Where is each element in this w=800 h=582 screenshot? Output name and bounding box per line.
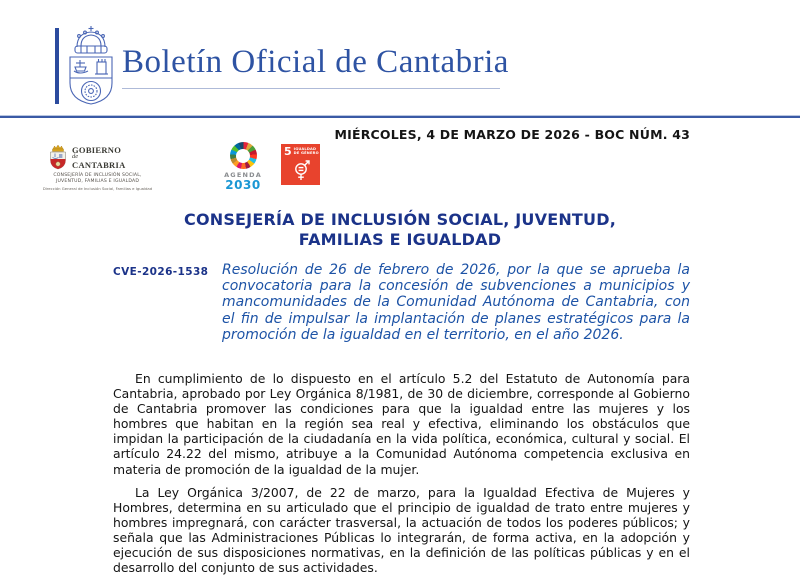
gov-department-line2: JUVENTUD, FAMILIAS E IGUALDAD	[55, 179, 140, 185]
sdg5-label-line1: IGUALDAD	[293, 147, 317, 151]
department-heading-line1: CONSEJERÍA DE INCLUSIÓN SOCIAL, JUVENTUD,	[184, 210, 616, 229]
government-logo-block	[40, 144, 155, 191]
gender-equality-symbol-icon	[291, 158, 313, 182]
cantabria-government-shield-icon	[48, 144, 68, 171]
title-underline	[122, 88, 500, 89]
agenda-word: AGENDA	[224, 171, 262, 179]
paragraph-1: En cumplimiento de lo dispuesto en el artículo 5.2 del Estatuto de Autonomía para Cantabria, aprobado por Ley Orgánica 8/1981, de 30 de diciembre, corresponde al Gobierno de Cantabria promover las condiciones para que la igualdad entre las mujeres y los hombres que habitan en la región sea real y efectiva, eliminando los obstáculos que impidan la participación de la ciudadanía en la vida política, económica, cultural y social. El artículo 24.22 del mismo, atribuye a la Comunidad Autónoma competencia exclusiva en materia de promoción de la igualdad de la mujer.	[113, 371, 690, 477]
gov-name-line3: CANTABRIA	[72, 159, 126, 170]
banner-vertical-bar	[55, 28, 59, 104]
issue-date-line: MIÉRCOLES, 4 DE MARZO DE 2026 - BOC NÚM. 43	[334, 127, 690, 142]
agenda-2030-logo	[222, 142, 264, 191]
body-text	[113, 371, 690, 582]
sdg5-number: 5	[284, 145, 292, 158]
gov-name-line1: GOBIERNO	[72, 144, 122, 155]
header-divider-rule	[0, 115, 800, 118]
cve-reference: CVE-2026-1538	[113, 266, 209, 278]
department-heading-line2: FAMILIAS E IGUALDAD	[298, 230, 502, 249]
bulletin-title: Boletín Oficial de Cantabria	[122, 44, 509, 80]
gov-name-line2: de	[72, 153, 79, 161]
gov-department-line1: CONSEJERÍA DE INCLUSIÓN SOCIAL,	[53, 173, 142, 178]
sdg5-label-line2: DE GÉNERO	[293, 151, 319, 156]
paragraph-2: La Ley Orgánica 3/2007, de 22 de marzo, para la Igualdad Efectiva de Mujeres y Hombres, determina en su articulado que el principio de igualdad de trato entre mujeres y hombres impregnará, con carácter trasversal, la actuación de todos los poderes públicos; y señala que las Administraciones Públicas lo integrarán, de forma activa, en la adopción y ejecución de sus disposiciones normativas, en la definición de las políticas públicas y en el desarrollo del conjunto de sus actividades.	[113, 484, 690, 576]
gov-directorate-line: Dirección General de Inclusión Social, Familias e Igualdad	[42, 186, 153, 192]
resolution-summary: Resolución de 26 de febrero de 2026, por la que se aprueba la convocatoria para la concesión de subvenciones a municipios y mancomunidades de la Comunidad Autónoma de Cantabria, con el fin de impulsar la implantación de planes estratégicos para la promoción de la igualdad en el territorio, en el año 2026.	[222, 262, 690, 343]
cantabria-coat-of-arms-icon	[62, 24, 120, 108]
agenda-year: 2030	[225, 178, 261, 192]
sdg5-gender-equality-logo	[281, 144, 320, 185]
resolution-block	[113, 262, 690, 343]
sdg-wheel-icon	[230, 142, 257, 169]
department-heading	[0, 210, 800, 250]
